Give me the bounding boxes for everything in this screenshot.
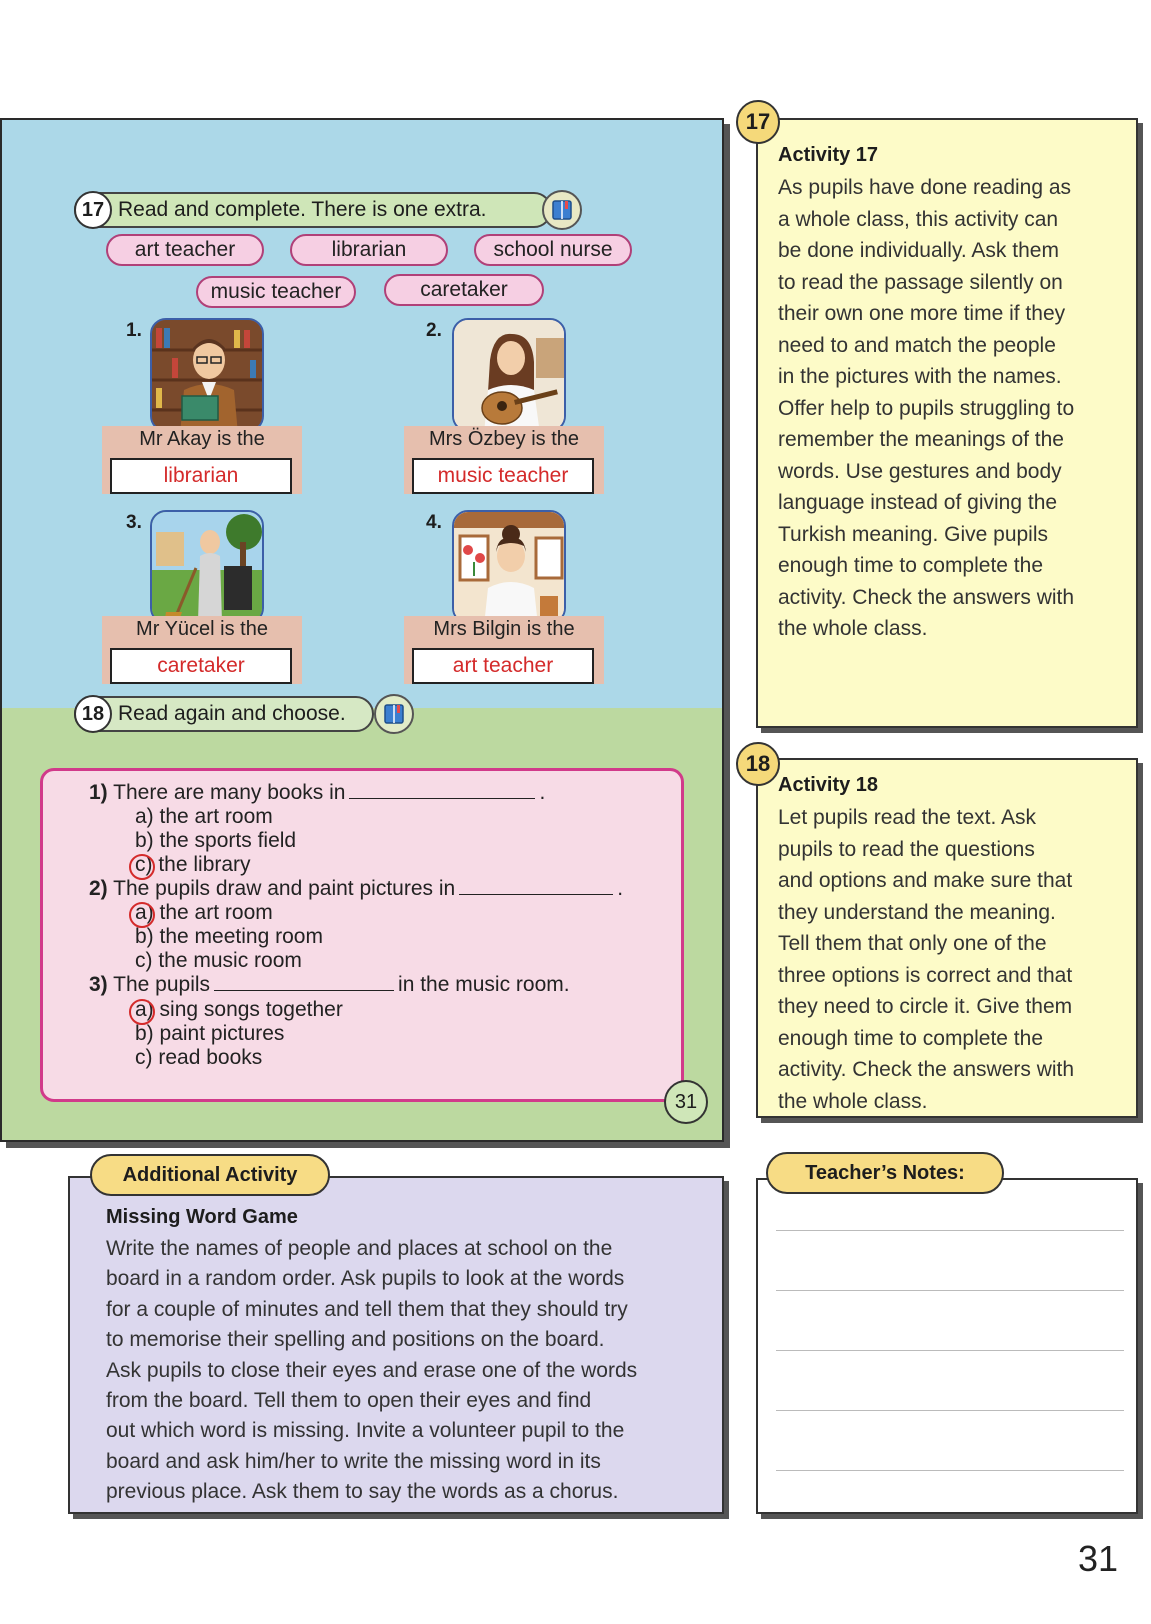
question-text: The pupils <box>113 973 211 996</box>
caption-text: Mrs Bilgin is the <box>433 618 575 640</box>
additional-activity-title: Missing Word Game <box>106 1206 298 1228</box>
writing-line <box>776 1470 1124 1471</box>
writing-line <box>776 1350 1124 1351</box>
activity-17-instruction: Read and complete. There is one extra. <box>118 198 487 221</box>
additional-activity-body: Write the names of people and places at school on the board in a random order. Ask pupils to look at the words for a couple of minutes and tell them that they should try to memorise their spelling and positions on the board. Ask pupils to close their eyes and erase one of the words from the board. Tell them to open their eyes and find out which word is missing. Invite a volunteer pupil to the board and ask him/her to write the missing word in its previous place. Ask them to say the words as a chorus. <box>106 1237 638 1504</box>
question-3 <box>89 973 570 997</box>
additional-activity-box <box>68 1176 724 1514</box>
question-1 <box>89 781 545 805</box>
question-text: The pupils draw and paint pictures in <box>113 877 456 900</box>
question-end: in the music room. <box>398 973 570 996</box>
activity-18-header <box>74 696 374 732</box>
option: b) the sports field <box>135 829 297 852</box>
activity-18-note-badge: 18 <box>736 742 780 786</box>
caption-text: Mr Yücel is the <box>136 618 268 640</box>
book-icon <box>374 694 414 734</box>
additional-activity-tag: Additional Activity <box>90 1154 330 1196</box>
page-number: 31 <box>1078 1538 1119 1579</box>
option: c) read books <box>135 1046 263 1069</box>
word-bank-item: caretaker <box>384 274 544 306</box>
question-text: There are many books in <box>113 781 346 804</box>
option: b) paint pictures <box>135 1022 285 1045</box>
book-icon <box>542 190 582 230</box>
caption-box <box>404 426 604 494</box>
activity-17-header <box>74 192 552 228</box>
activity-17-number: 17 <box>74 191 112 229</box>
option: c) the library <box>135 853 251 876</box>
activity-17-note-badge: 17 <box>736 100 780 144</box>
question-end: . <box>617 877 624 900</box>
teachers-notes-box <box>756 1178 1138 1514</box>
note-title: Activity 17 <box>778 144 879 166</box>
caption-box <box>102 426 302 494</box>
answer-box: music teacher <box>412 458 594 494</box>
note-title: Activity 18 <box>778 774 879 796</box>
option: a) the art room <box>135 901 273 924</box>
caption-box <box>404 616 604 684</box>
caretaker-picture <box>150 510 264 624</box>
activity-17-note <box>756 118 1138 728</box>
librarian-picture <box>150 318 264 432</box>
word-bank-item: music teacher <box>196 276 356 308</box>
caption-text: Mr Akay is the <box>139 428 265 450</box>
answer-box: caretaker <box>110 648 292 684</box>
activity-18-note <box>756 758 1138 1118</box>
item-number: 2. <box>426 320 442 341</box>
option: a) the art room <box>135 805 273 828</box>
caption-text: Mrs Özbey is the <box>428 428 580 450</box>
item-number: 3. <box>126 512 142 533</box>
question-number: 3) <box>89 973 108 996</box>
questions-box <box>40 768 684 1102</box>
note-body: As pupils have done reading as a whole class, this activity can be done individually. Ask them to read the passage silently on their own one more time if they need to and match the people in the pictures with the names. Offer help to pupils struggling to remember the meanings of the words. Use gestures and body language instead of giving the Turkish meaning. Give pupils enough time to complete the activity. Check the answers with the whole class. <box>778 176 1075 640</box>
answer-box: art teacher <box>412 648 594 684</box>
note-body: Let pupils read the text. Ask pupils to read the questions and options and make sure that they understand the meaning. Tell them that only one of the three options is correct and that they need to circle it. Give them enough time to complete the activity. Check the answers with the whole class. <box>778 806 1075 1113</box>
option: b) the meeting room <box>135 925 323 948</box>
item-number: 1. <box>126 320 142 341</box>
student-page-number: 31 <box>664 1080 708 1124</box>
writing-line <box>776 1230 1124 1231</box>
art-teacher-picture <box>452 510 566 624</box>
writing-line <box>776 1290 1124 1291</box>
writing-line <box>776 1410 1124 1411</box>
question-number: 2) <box>89 877 108 900</box>
question-number: 1) <box>89 781 108 804</box>
question-2 <box>89 877 623 901</box>
item-number: 4. <box>426 512 442 533</box>
option: c) the music room <box>135 949 302 972</box>
student-book-page <box>0 118 724 1142</box>
teachers-notes-tag: Teacher’s Notes: <box>766 1152 1004 1194</box>
activity-18-number: 18 <box>74 695 112 733</box>
word-bank-item: school nurse <box>474 234 632 266</box>
word-bank-item: art teacher <box>106 234 264 266</box>
caption-box <box>102 616 302 684</box>
activity-18-instruction: Read again and choose. <box>118 702 346 725</box>
music-teacher-picture <box>452 318 566 432</box>
option: a) sing songs together <box>135 998 343 1021</box>
word-bank-item: librarian <box>290 234 448 266</box>
question-end: . <box>539 781 546 804</box>
answer-box: librarian <box>110 458 292 494</box>
